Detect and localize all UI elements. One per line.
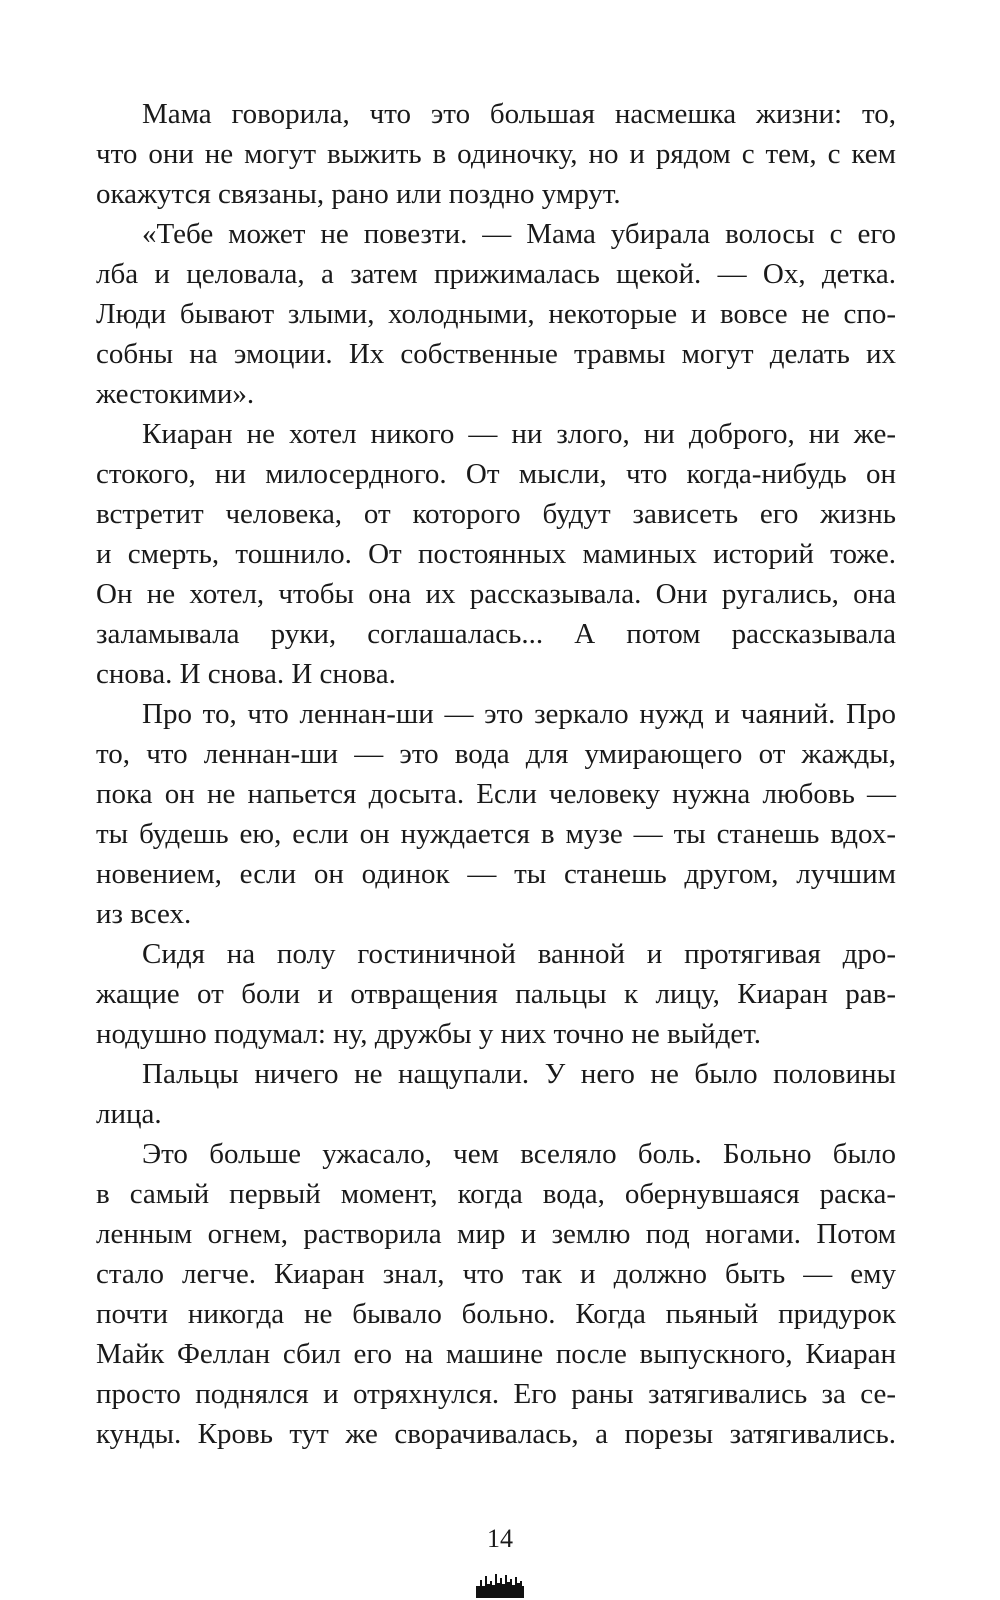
text-line: Это больше ужасало, чем вселяло боль. Больно было (142, 1138, 896, 1170)
text-line: лица. (96, 1098, 162, 1130)
text-line: жестокими». (96, 378, 255, 410)
text-line: собны на эмоции. Их собственные травмы могут делать их (96, 338, 896, 370)
paragraph (96, 694, 896, 934)
text-line: из всех. (96, 898, 192, 930)
text-line: Про то, что леннан-ши — это зеркало нужд и чаяний. Про (142, 698, 896, 730)
text-line: Люди бывают злыми, холодными, некоторые и вовсе не спо- (96, 298, 896, 330)
text-line: пока он не напьется досыта. Если человеку нужна любовь — (96, 778, 896, 810)
paragraph (96, 1134, 896, 1454)
text-line: то, что леннан-ши — это вода для умирающего от жажды, (96, 738, 896, 770)
publisher-logo-icon (476, 1572, 524, 1598)
text-line: «Тебе может не повезти. — Мама убирала волосы с его (142, 218, 896, 250)
text-line: новением, если он одинок — ты станешь другом, лучшим (96, 858, 896, 890)
text-line: почти никогда не бывало больно. Когда пьяный придурок (96, 1298, 896, 1330)
text-line: кунды. Кровь тут же сворачивалась, а порезы затягивались. (96, 1418, 896, 1450)
text-line: в самый первый момент, когда вода, обернувшаяся раска- (96, 1178, 896, 1210)
page-number: 14 (487, 1524, 513, 1553)
text-line: стокого, ни милосердного. От мысли, что когда-нибудь он (96, 458, 896, 490)
text-line: заламывала руки, соглашалась... А потом рассказывала (96, 618, 896, 650)
text-line: Сидя на полу гостиничной ванной и протягивая дро- (142, 938, 896, 970)
paragraph (96, 214, 896, 414)
paragraph (96, 934, 896, 1054)
text-line: что они не могут выжить в одиночку, но и рядом с тем, с кем (96, 138, 896, 170)
text-line: стало легче. Киаран знал, что так и должно быть — ему (96, 1258, 896, 1290)
text-line: Пальцы ничего не нащупали. У него не было половины (142, 1058, 896, 1090)
paragraph (96, 94, 896, 214)
text-line: Киаран не хотел никого — ни злого, ни доброго, ни же- (142, 418, 896, 450)
text-line: жащие от боли и отвращения пальцы к лицу, Киаран рав- (96, 978, 896, 1010)
text-line: Мама говорила, что это большая насмешка жизни: то, (142, 98, 896, 130)
text-line: Он не хотел, чтобы она их рассказывала. Они ругались, она (96, 578, 896, 610)
text-line: и смерть, тошнило. От постоянных маминых историй тоже. (96, 538, 896, 570)
text-line: ты будешь ею, если он нуждается в музе — ты станешь вдох- (96, 818, 896, 850)
text-line: снова. И снова. И снова. (96, 658, 396, 690)
text-line: окажутся связаны, рано или поздно умрут. (96, 178, 621, 210)
text-line: нодушно подумал: ну, дружбы у них точно не выйдет. (96, 1018, 762, 1050)
body-text (96, 94, 896, 1454)
paragraph (96, 1054, 896, 1134)
text-line: просто поднялся и отряхнулся. Его раны затягивались за се- (96, 1378, 896, 1410)
text-line: встретит человека, от которого будут зависеть его жизнь (96, 498, 896, 530)
paragraph (96, 414, 896, 694)
text-line: ленным огнем, растворила мир и землю под ногами. Потом (96, 1218, 896, 1250)
text-line: лба и целовала, а затем прижималась щекой. — Ох, детка. (96, 258, 896, 290)
text-line: Майк Феллан сбил его на машине после выпускного, Киаран (96, 1338, 896, 1370)
